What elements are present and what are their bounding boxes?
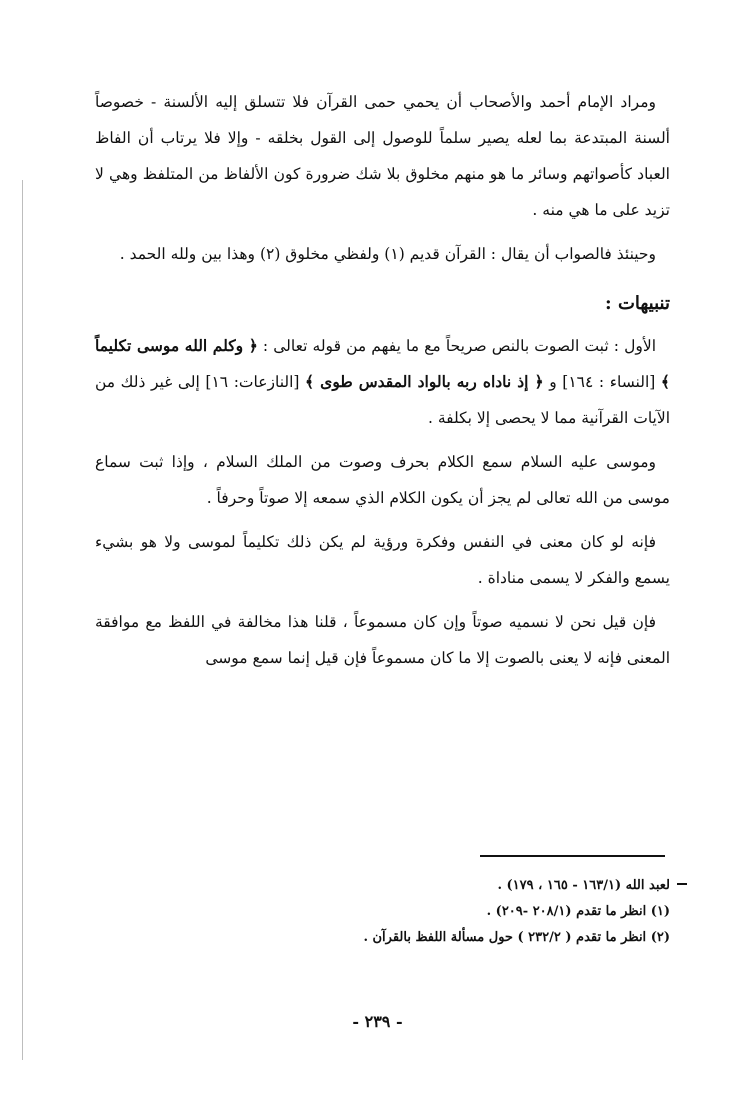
paragraph-1: ومراد الإمام أحمد والأصحاب أن يحمي حمى القرآن فلا تتسلق إليه الألسنة - خصوصاً ألسنة المبتدعة بما لعله يصير سلماً للوصول إلى القول بخلقه - وإلا فلا يرتاب أن الفاظ العباد كأصواتهم وسائر ما هو منهم مخلوق بلا شك ضرورة كون الألفاظ من المتلفظ وهي لا تزيد على ما هي منه .: [95, 93, 670, 219]
footnote-dash-mark: [677, 883, 687, 885]
footnotes: [150, 873, 670, 951]
paragraph-3-part-c: [النازعات: ١٦] إلى غير ذلك من الآيات القرآنية مما لا يحصى إلا بكلفة .: [95, 373, 670, 427]
quran-quote-1: ﴿ وكلم الله موسى تكليماً ﴾: [95, 336, 670, 391]
page-number: - ٢٣٩ -: [352, 1012, 403, 1031]
paragraph-2: وحينئذ فالصواب أن يقال : القرآن قديم (١) ولفظي مخلوق (٢) وهذا بين ولله الحمد .: [119, 245, 656, 263]
paragraph-3-part-b: [النساء : ١٦٤] و: [543, 373, 661, 391]
footnote-1: (١) انظر ما تقدم (٢٠٨/١ -٢٠٩) .: [486, 904, 670, 919]
paragraph-3-part-a: الأول : ثبت الصوت بالنص صريحاً مع ما يفهم من قوله تعالى :: [257, 337, 657, 355]
paragraph-6: فإن قيل نحن لا نسميه صوتاً وإن كان مسموعاً ، قلنا هذا مخالفة في اللفظ مع موافقة المعنى فإنه لا يعنى بالصوت إلا ما كان مسموعاً فإن قيل إنما سمع موسى: [95, 613, 670, 667]
paragraph-3: [95, 328, 670, 436]
main-text: [95, 84, 670, 684]
scan-edge-line: [22, 180, 23, 1060]
footnote-continued: لعبد الله (١٦٣/١ - ١٦٥ ، ١٧٩) .: [497, 878, 670, 893]
paragraph-4: وموسى عليه السلام سمع الكلام بحرف وصوت من الملك السلام ، وإذا ثبت سماع موسى من الله تعالى لم يجز أن يكون الكلام الذي سمعه إلا صوتاً وحرفاً .: [95, 453, 670, 507]
footnote-divider: [480, 855, 665, 857]
footnote-2: (٢) انظر ما تقدم ( ٢٣٢/٢ ) حول مسألة اللفظ بالقرآن .: [363, 930, 670, 945]
section-heading: تنبيهات :: [605, 293, 670, 314]
paragraph-5: فإنه لو كان معنى في النفس وفكرة ورؤية لم يكن ذلك تكليماً لموسى ولا هو بشيء يسمع والفكر لا يسمى مناداة .: [95, 533, 670, 587]
quran-quote-2: ﴿ إذ ناداه ربه بالواد المقدس طوى ﴾: [305, 372, 544, 391]
